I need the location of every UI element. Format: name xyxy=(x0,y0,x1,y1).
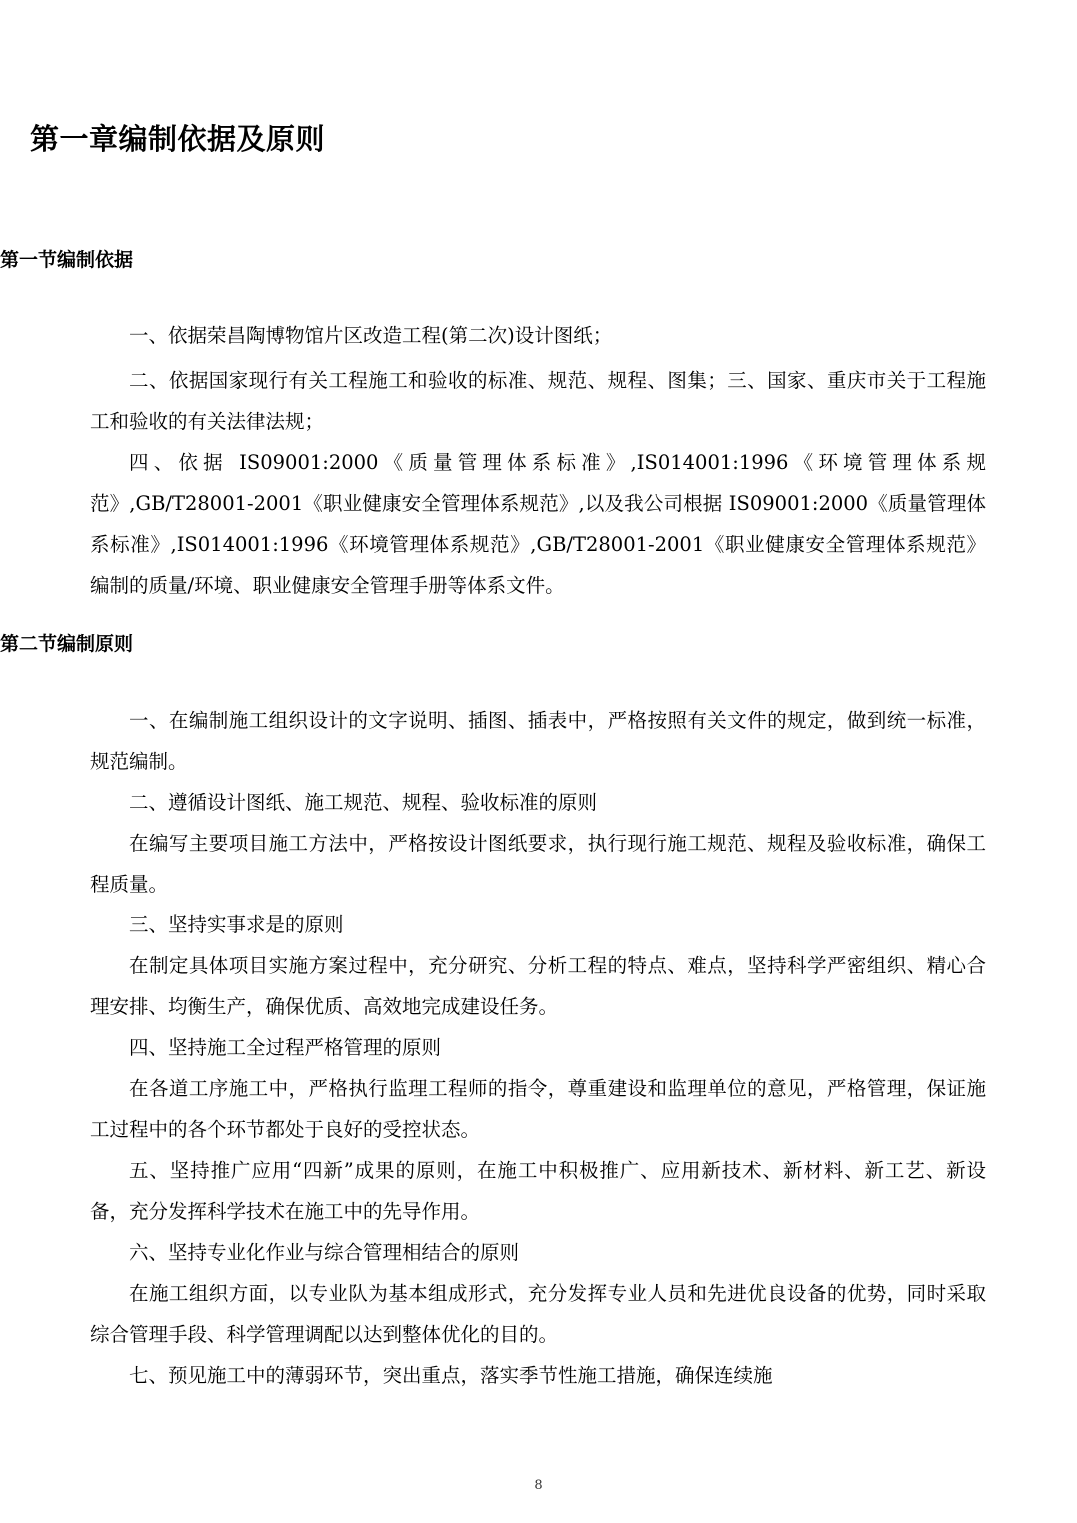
page-number: 8 xyxy=(534,1478,543,1493)
paragraph-s2-item-6-title: 六、坚持专业化作业与综合管理相结合的原则 xyxy=(129,1241,520,1264)
page-title: 第一章编制依据及原则 xyxy=(30,122,326,156)
paragraph-s2-item-4-body: 在各道工序施工中，严格执行监理工程师的指令，尊重建设和监理单位的意见，严格管理，保证施工过程中的各个环节都处于良好的受控状态。 xyxy=(90,1077,986,1141)
section-heading-1: 第一节编制依据 xyxy=(0,249,134,271)
paragraph-s2-item-3-title: 三、坚持实事求是的原则 xyxy=(129,913,344,936)
paragraph-s1-item-4: 四、依据 IS09001:2000《质量管理体系标准》,IS014001:1996《环境管理体系规范》,GB/T28001-2001《职业健康安全管理体系规范》,以及我公司根据 IS09001:2000《质量管理体系标准》,IS014001:1996《环境管理体系规范》,GB/T28001-2001《职业健康安全管理体系规范》编制的质量/环境、职业健康安全管理手册等体系文件。 xyxy=(90,451,986,597)
paragraph-s2-item-6-body: 在施工组织方面，以专业队为基本组成形式，充分发挥专业人员和先进优良设备的优势，同时采取综合管理手段、科学管理调配以达到整体优化的目的。 xyxy=(90,1282,986,1346)
paragraph-s2-item-1: 一、在编制施工组织设计的文字说明、插图、插表中，严格按照有关文件的规定，做到统一标准，规范编制。 xyxy=(90,709,986,773)
paragraph-s2-item-5: 五、坚持推广应用“四新”成果的原则，在施工中积极推广、应用新技术、新材料、新工艺、新设备，充分发挥科学技术在施工中的先导作用。 xyxy=(90,1159,986,1223)
paragraph-s1-item-2: 二、依据国家现行有关工程施工和验收的标准、规范、规程、图集；三、国家、重庆市关于工程施工和验收的有关法律法规； xyxy=(90,369,986,433)
paragraph-s2-item-4-title: 四、坚持施工全过程严格管理的原则 xyxy=(129,1036,442,1059)
paragraph-s2-item-2-body: 在编写主要项目施工方法中，严格按设计图纸要求，执行现行施工规范、规程及验收标准，确保工程质量。 xyxy=(90,832,986,896)
paragraph-s1-item-1: 一、依据荣昌陶博物馆片区改造工程(第二次)设计图纸； xyxy=(129,324,613,347)
section-heading-2: 第二节编制原则 xyxy=(0,633,134,655)
paragraph-s2-item-2-title: 二、遵循设计图纸、施工规范、规程、验收标准的原则 xyxy=(129,791,598,814)
paragraph-s2-item-7: 七、预见施工中的薄弱环节，突出重点，落实季节性施工措施，确保连续施 xyxy=(129,1364,773,1387)
paragraph-s2-item-3-body: 在制定具体项目实施方案过程中，充分研究、分析工程的特点、难点，坚持科学严密组织、精心合理安排、均衡生产，确保优质、高效地完成建设任务。 xyxy=(90,954,986,1018)
